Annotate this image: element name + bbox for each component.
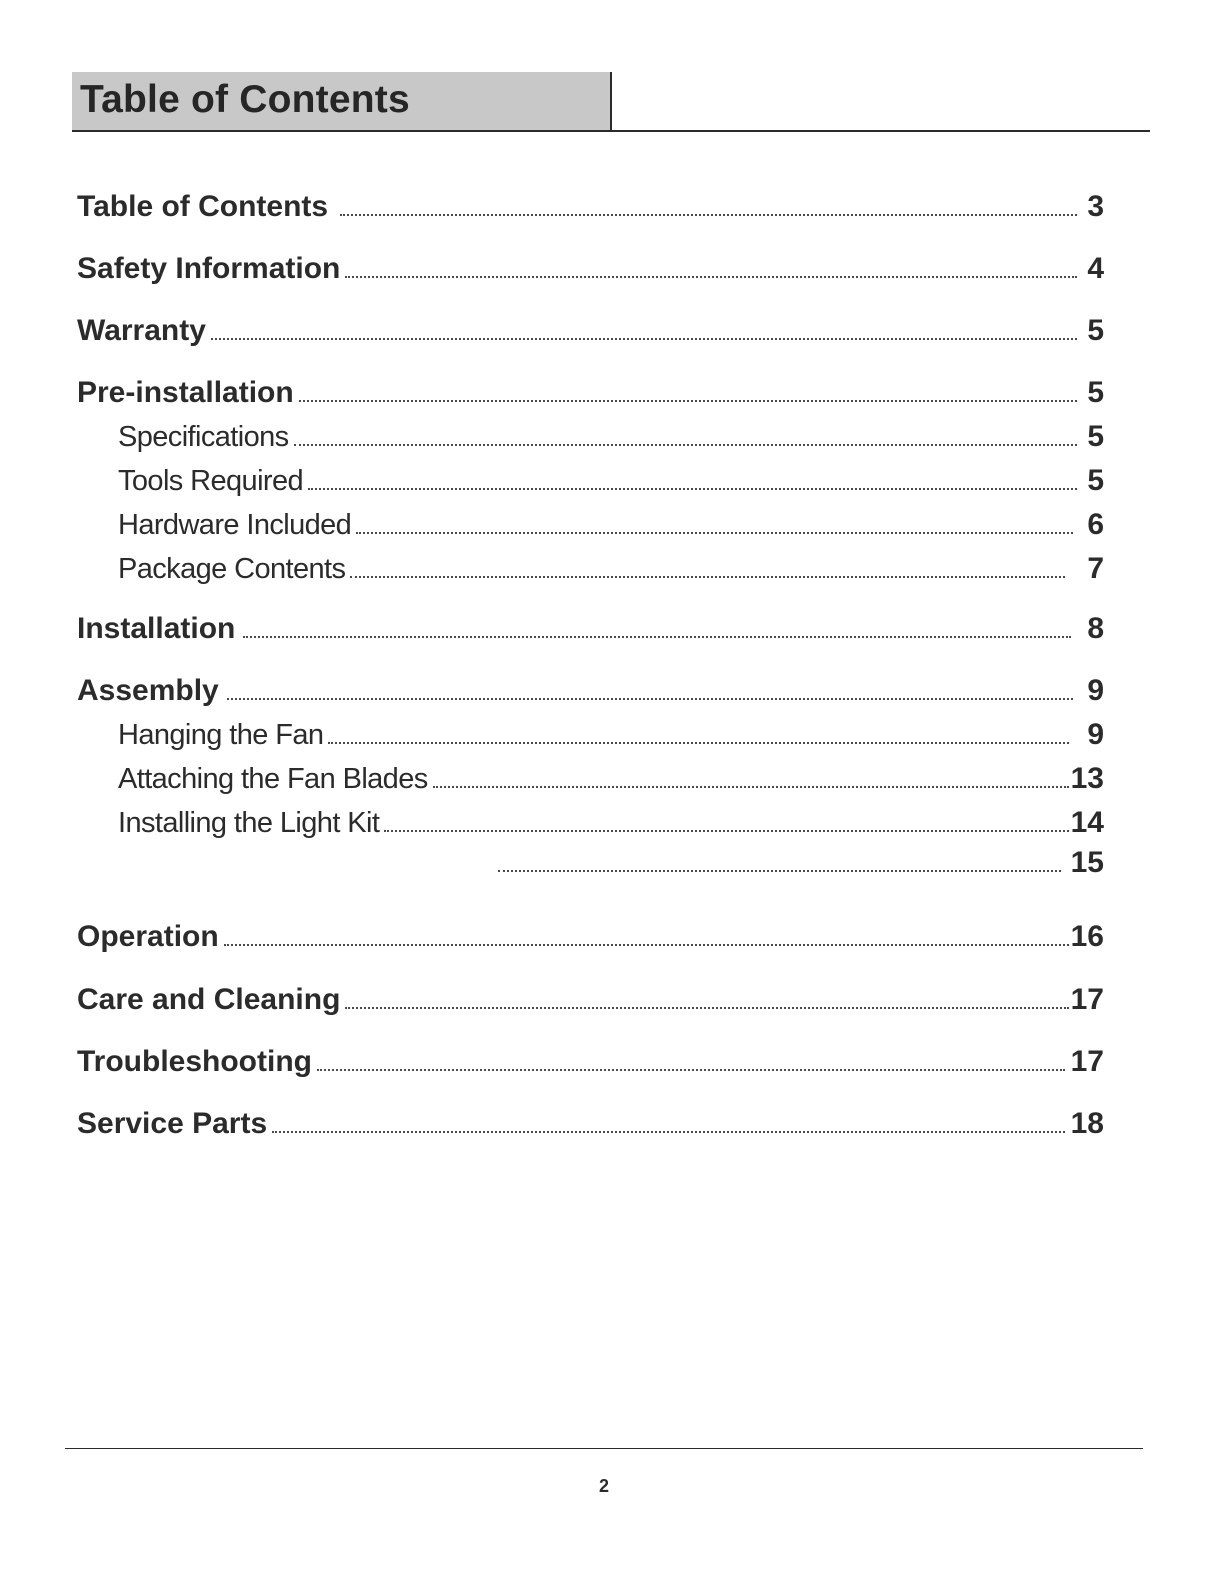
toc-entry-package-contents[interactable] <box>118 552 1104 586</box>
toc-entry-label: Installation <box>77 612 236 645</box>
toc-entry-label: Specifications <box>118 421 289 453</box>
toc-entry-service-parts[interactable] <box>77 1107 1104 1141</box>
toc-entry-label: Table of Contents <box>77 190 329 223</box>
toc-entry-label: Tools Required <box>118 465 304 497</box>
toc-entry-pre-installation[interactable] <box>77 376 1104 410</box>
toc-entry-table-of-contents[interactable] <box>77 190 1104 224</box>
toc-entry-hardware-included[interactable] <box>118 508 1104 542</box>
toc-entry-page: 3 <box>1087 190 1104 223</box>
toc-entry-page: 14 <box>1070 806 1104 839</box>
dot-leader <box>224 942 1069 946</box>
toc-entry-page: 15 <box>1070 846 1104 879</box>
dot-leader <box>227 696 1074 700</box>
toc-entry-label: Attaching the Fan Blades <box>118 763 428 795</box>
toc-entry-page: 17 <box>1070 983 1104 1016</box>
toc-entry-assembly[interactable] <box>77 674 1104 708</box>
toc-entry-care-and-cleaning[interactable] <box>77 983 1104 1017</box>
toc-entry-label: Safety Information <box>77 252 341 285</box>
toc-entry-page: 7 <box>1087 552 1104 585</box>
toc-entry-label: Hanging the Fan <box>118 719 324 751</box>
toc-entry-page: 17 <box>1070 1045 1104 1078</box>
toc-entry-label: Installing the Light Kit <box>118 807 380 839</box>
toc-entry-page: 9 <box>1087 718 1104 751</box>
toc-entry-unlabeled[interactable] <box>498 846 1104 880</box>
dot-leader <box>294 442 1078 446</box>
toc-entry-tools-required[interactable] <box>118 464 1104 498</box>
dot-leader <box>308 486 1077 490</box>
toc-entry-specifications[interactable] <box>118 420 1104 454</box>
dot-leader <box>272 1129 1064 1133</box>
dot-leader <box>433 784 1069 788</box>
toc-entry-page: 5 <box>1087 420 1104 453</box>
toc-entry-label: Pre-installation <box>77 376 294 409</box>
page-number: 2 <box>598 1476 609 1496</box>
toc-entry-page: 16 <box>1070 920 1104 953</box>
toc-entry-safety-information[interactable] <box>77 252 1104 286</box>
toc-entry-label: Service Parts <box>77 1107 268 1140</box>
toc-entry-label: Assembly <box>77 674 219 707</box>
dot-leader <box>211 336 1077 340</box>
dot-leader <box>345 274 1077 278</box>
toc-entry-installing-the-light-kit[interactable] <box>118 806 1104 840</box>
dot-leader <box>384 828 1068 832</box>
toc-entry-page: 18 <box>1070 1107 1104 1140</box>
toc-entry-troubleshooting[interactable] <box>77 1045 1104 1079</box>
toc-entry-label: Hardware Included <box>118 509 352 541</box>
toc-entry-page: 5 <box>1087 314 1104 347</box>
dot-leader <box>498 868 1061 872</box>
toc-entry-page: 8 <box>1087 612 1104 645</box>
toc-entry-label: Package Contents <box>118 553 346 585</box>
toc-entry-page: 4 <box>1087 252 1104 285</box>
toc-entry-label: Troubleshooting <box>77 1045 312 1078</box>
dot-leader <box>356 530 1073 534</box>
toc-entry-page: 5 <box>1087 376 1104 409</box>
toc-entry-label: Operation <box>77 920 219 953</box>
dot-leader <box>243 634 1071 638</box>
dot-leader <box>299 398 1078 402</box>
toc-entry-installation[interactable] <box>77 612 1104 646</box>
toc-entry-operation[interactable] <box>77 920 1104 954</box>
toc-entry-page: 13 <box>1070 762 1104 795</box>
dot-leader <box>345 1005 1068 1009</box>
toc-entry-label: Warranty <box>77 314 206 347</box>
dot-leader <box>328 740 1069 744</box>
toc-entry-hanging-the-fan[interactable] <box>118 718 1104 752</box>
toc-entry-page: 6 <box>1087 508 1104 541</box>
dot-leader <box>340 212 1077 216</box>
toc-entry-page: 9 <box>1087 674 1104 707</box>
page-title: Table of Contents <box>80 78 410 121</box>
toc-entry-warranty[interactable] <box>77 314 1104 348</box>
toc-entry-page: 5 <box>1087 464 1104 497</box>
toc-entry-attaching-the-fan-blades[interactable] <box>118 762 1104 796</box>
dot-leader <box>350 574 1065 578</box>
dot-leader <box>317 1067 1065 1071</box>
toc-entry-label: Care and Cleaning <box>77 983 341 1016</box>
footer-rule <box>65 1448 1143 1449</box>
